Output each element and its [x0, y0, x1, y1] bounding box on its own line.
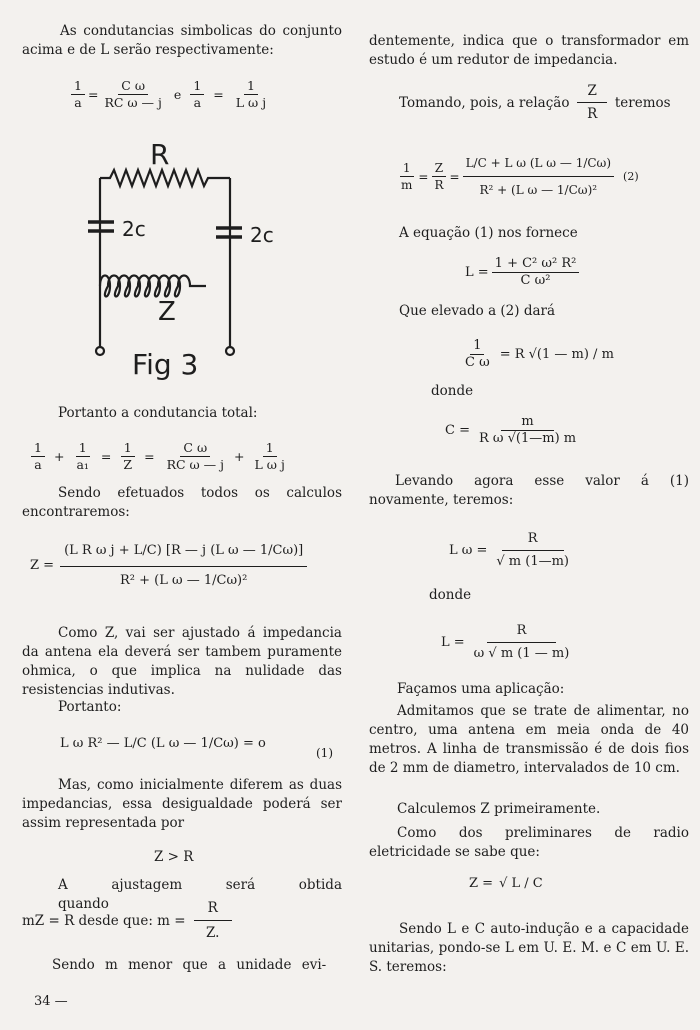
paragraph: Sendo L e C auto-indução e a capacidade unitarias, pondo-se L em U. E. M. e C em U. E. S. teremos:: [369, 921, 689, 975]
paragraph: Sendo efetuados todos os calculos encontraremos:: [22, 485, 342, 520]
equation-m: mZ = R desde que: m = $\frac{R}{Z.}$: [22, 896, 235, 945]
paragraph: A equação (1) nos fornece: [399, 225, 578, 241]
equation-z-sqrt: Z = √ L / C: [469, 876, 543, 891]
paragraph: Que elevado a (2) dará: [399, 303, 556, 319]
equation-l: L = $\frac{\text{1 + C² ω² R²}}{\text{C ω²}}$: [465, 256, 582, 289]
label-c1: 2c: [122, 217, 146, 241]
figure-caption: Fig 3: [132, 348, 199, 381]
paragraph: dentemente, indica que o transformador em estudo é um redutor de impedancia.: [369, 33, 689, 68]
equation-c: C = $\frac{m}{\text{R ω √(1—m) m}}$: [445, 414, 577, 446]
paragraph: Façamos uma aplicação:: [397, 681, 565, 697]
resistor-r: [100, 170, 230, 186]
paragraph: A ajustagem será obtida quando: [58, 877, 342, 912]
paragraph: As condutancias simbolicas do conjunto acima e de L serão respectivamente:: [22, 23, 342, 58]
equation-lomega: L ω = $\frac{R}{√ m (1—m)}$: [449, 528, 575, 573]
label-r: R: [150, 138, 170, 171]
equation-1: L ω R² — L/C (L ω — 1/Cω) = o: [60, 736, 266, 751]
paragraph: Mas, como inicialmente diferem as duas impedancias, essa desigualdade poderá ser assim representada por: [22, 777, 342, 831]
paragraph: Portanto:: [58, 699, 122, 715]
equation-conductances: $\frac{1}{a}$ = $\frac{\text{C ω}}{\text{RC ω — j}}$ e $\frac{1}{a}$ = $\frac{1}{\text{L ω j}}$: [68, 78, 272, 111]
equation-total-conductance: 1 a + $\frac{1}{\text{a₁}}$ = $\frac{1}{Z}$ = $\frac{\text{C ω}}{\text{RC ω — j}}$ + $\frac{1}{\text{L ω j}}$: [28, 440, 291, 473]
paragraph: Admitamos que se trate de alimentar, no centro, uma antena em meia onda de 40 metros. A linha de transmissão é de dois fios de 2 mm de diametro, intervalados de 10 cm.: [369, 703, 689, 776]
label-z: Z: [158, 297, 176, 327]
label-c2: 2c: [250, 223, 274, 247]
paragraph: Como dos preliminares de radio eletricidade se sabe que:: [369, 825, 689, 860]
paragraph: Portanto a condutancia total:: [58, 405, 258, 421]
coil-z: [100, 276, 206, 297]
paragraph: donde: [431, 383, 474, 399]
ratio-sentence: Tomando, pois, a relação Z R teremos: [399, 80, 671, 125]
page-number: 34 —: [34, 994, 68, 1009]
equation-z: Z = $\frac{\text{(L R ω j + L/C) [R — j (L ω — 1/Cω)]}}{\text{R² + (L ω — 1/Cω)²}}$: [30, 536, 310, 595]
equation-l-final: L = $\frac{R}{\omega √ m (1 — m)}$: [441, 620, 575, 665]
paragraph: Levando agora esse valor á (1) novamente, teremos:: [369, 473, 689, 508]
paragraph: Calculemos Z primeiramente.: [397, 801, 601, 817]
equation-2: $\frac{1}{m}$ = $\frac{Z}{R}$ = $\frac{\text{L/C + L ω (L ω — 1/Cω)}}{\text{R² + (L ω — 1/Cω)²}}$ (2): [395, 150, 639, 203]
paragraph: Como Z, vai ser ajustado á impedancia da antena ela deverá ser tambem puramente ohmica, o que implica na nulidade das resistencias indutivas.: [22, 625, 342, 698]
equation-number: (1): [316, 746, 333, 760]
paragraph: Sendo m menor que a unidade evi-: [52, 957, 327, 973]
inequality: Z > R: [154, 849, 194, 865]
circuit-figure: [80, 138, 290, 388]
equation-elevated: $\frac{1}{\text{C ω}}$ = R √(1 — m) / m: [465, 338, 614, 370]
paragraph: donde: [429, 587, 472, 603]
